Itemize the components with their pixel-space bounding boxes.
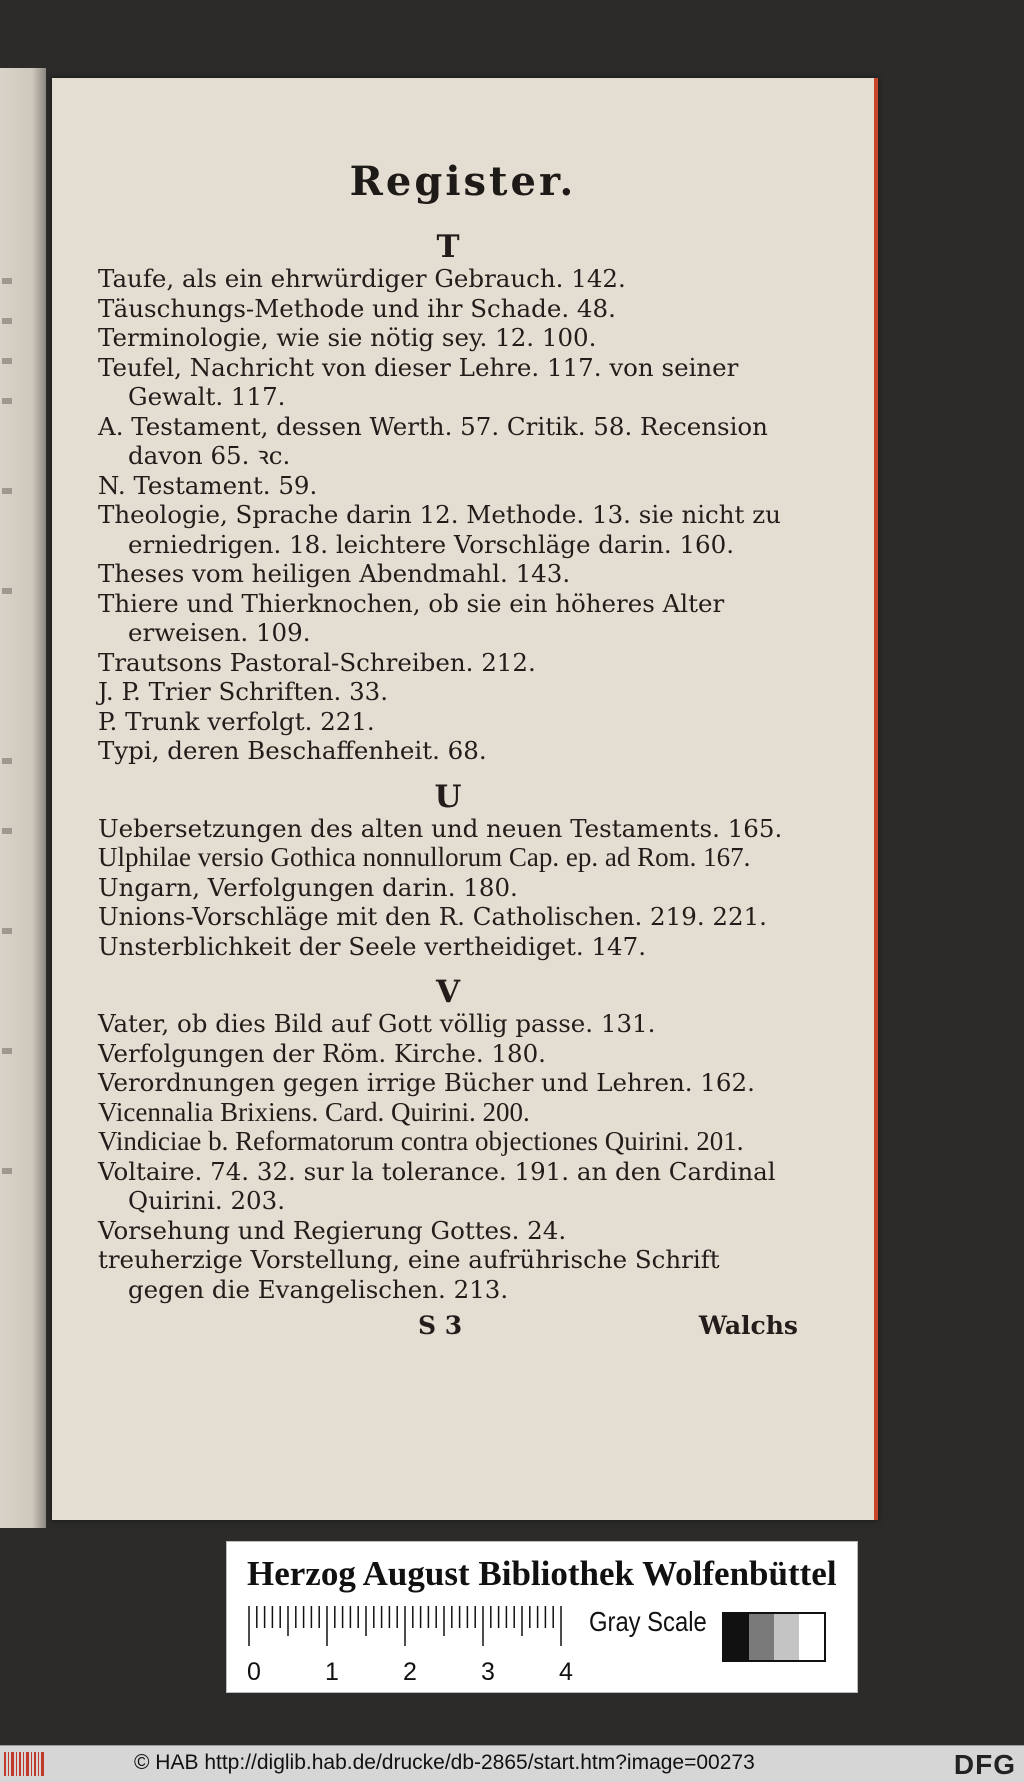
register-entry: Voltaire. 74. 32. sur la tolerance. 191. an den Cardinal Quirini. 203. bbox=[98, 1156, 776, 1215]
register-entry: Ulphilae versio Gothica nonnullorum Cap. ep. ad Rom. 167. bbox=[98, 842, 751, 872]
register-entry: Unions-Vorschläge mit den R. Catholischen. 219. 221. bbox=[98, 902, 767, 931]
register-entry: Typi, deren Beschaffenheit. 68. bbox=[98, 736, 487, 765]
register-entry: J. P. Trier Schriften. 33. bbox=[98, 677, 389, 706]
signature-mark: S 3 bbox=[418, 1311, 463, 1340]
register-entry: Theses vom heiligen Abendmahl. 143. bbox=[98, 559, 571, 588]
register-entry: Vorsehung und Regierung Gottes. 24. bbox=[98, 1215, 567, 1245]
edge-mark bbox=[2, 358, 12, 364]
edge-mark bbox=[2, 398, 12, 404]
register-entry: Unsterblichkeit der Seele vertheidiget. 147. bbox=[98, 931, 646, 961]
ruler-number: 3 bbox=[481, 1658, 495, 1686]
gray-patch bbox=[774, 1614, 799, 1660]
register-entry: Täuschungs-Methode und ihr Schade. 48. bbox=[98, 293, 616, 323]
dfg-logo: DFG bbox=[953, 1749, 1016, 1780]
section-letter: U bbox=[434, 778, 462, 815]
page-footer bbox=[98, 1311, 798, 1347]
gray-patch bbox=[724, 1614, 749, 1660]
edge-mark bbox=[2, 928, 12, 934]
register-index bbox=[98, 230, 798, 1304]
ruler-number: 2 bbox=[403, 1658, 417, 1686]
gray-patch bbox=[749, 1614, 774, 1660]
edge-mark bbox=[2, 588, 12, 594]
register-entry: Uebersetzungen des alten und neuen Testaments. 165. bbox=[98, 813, 783, 843]
gray-scale-patches bbox=[722, 1612, 826, 1662]
register-entry: treuherzige Vorstellung, eine aufrührische Schrift gegen die Evangelischen. 213. bbox=[98, 1245, 720, 1304]
edge-mark bbox=[2, 1048, 12, 1054]
register-entry: Vicennalia Brixiens. Card. Quirini. 200. bbox=[98, 1096, 530, 1127]
section-letter: V bbox=[435, 974, 461, 1010]
page-title: Register. bbox=[349, 158, 577, 205]
book-page bbox=[52, 78, 878, 1520]
edge-mark bbox=[2, 278, 12, 284]
register-entry: Thiere und Thierknochen, ob sie ein höheres Alter erweisen. 109. bbox=[98, 588, 725, 647]
register-entry: Theologie, Sprache darin 12. Methode. 13. sie nicht zu erniedrigen. 18. leichtere Vorschläge darin. 160. bbox=[98, 500, 781, 559]
register-entry: Ungarn, Verfolgungen darin. 180. bbox=[98, 872, 518, 902]
section-gap bbox=[98, 961, 798, 975]
edge-mark bbox=[2, 828, 12, 834]
register-entry: P. Trunk verfolgt. 221. bbox=[98, 706, 375, 736]
register-entry: Terminologie, wie sie nötig sey. 12. 100. bbox=[98, 323, 597, 352]
edge-mark bbox=[2, 758, 12, 764]
ruler-icon bbox=[247, 1604, 569, 1658]
color-calibration-card bbox=[226, 1541, 858, 1693]
source-link[interactable]: © HAB http://diglib.hab.de/drucke/db-2865/start.htm?image=00273 bbox=[134, 1751, 755, 1774]
register-entry: Trautsons Pastoral-Schreiben. 212. bbox=[98, 647, 536, 677]
register-entry: Vater, ob dies Bild auf Gott völlig passe. 131. bbox=[98, 1009, 656, 1038]
ruler-number: 4 bbox=[559, 1658, 573, 1686]
register-entry: Verfolgungen der Röm. Kirche. 180. bbox=[98, 1038, 546, 1068]
section-letter: T bbox=[436, 229, 460, 265]
ruler-number: 0 bbox=[247, 1658, 261, 1686]
section-gap bbox=[98, 766, 798, 780]
register-entry: Taufe, als ein ehrwürdiger Gebrauch. 142. bbox=[98, 264, 626, 293]
library-name: Herzog August Bibliothek Wolfenbüttel bbox=[247, 1554, 837, 1593]
barcode-icon bbox=[4, 1752, 46, 1776]
adjacent-page-edge bbox=[0, 68, 46, 1528]
status-bar bbox=[0, 1745, 1024, 1782]
edge-mark bbox=[2, 318, 12, 324]
ruler-number: 1 bbox=[325, 1658, 339, 1686]
register-entry: Teufel, Nachricht von dieser Lehre. 117. von seiner Gewalt. 117. bbox=[98, 352, 739, 411]
edge-mark bbox=[2, 1168, 12, 1174]
register-entry: Verordnungen gegen irrige Bücher und Lehren. 162. bbox=[98, 1068, 755, 1097]
register-entry: N. Testament. 59. bbox=[98, 470, 318, 500]
gray-scale-label: Gray Scale bbox=[589, 1606, 707, 1637]
edge-mark bbox=[2, 488, 12, 494]
register-entry: A. Testament, dessen Werth. 57. Critik. 58. Recension davon 65. ꝛc. bbox=[98, 411, 768, 470]
catchword: Walchs bbox=[698, 1311, 798, 1340]
register-entry: Vindiciae b. Reformatorum contra objectiones Quirini. 201. bbox=[98, 1126, 744, 1156]
gray-patch bbox=[799, 1614, 824, 1660]
